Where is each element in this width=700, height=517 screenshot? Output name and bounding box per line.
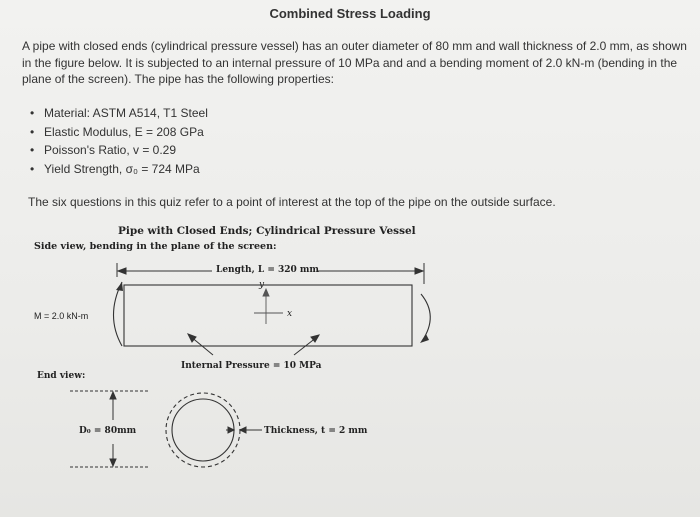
list-item: • Yield Strength, σ₀ = 724 MPa <box>30 160 208 179</box>
end-view-label: End view: <box>37 371 86 381</box>
left-moment-arrow <box>114 282 123 346</box>
list-item: • Material: ASTM A514, T1 Steel <box>30 104 208 123</box>
list-item: • Elastic Modulus, E = 208 GPa <box>30 123 208 142</box>
pressure-label: Internal Pressure = 10 MPa <box>181 361 322 371</box>
list-item: • Poisson's Ratio, v = 0.29 <box>30 141 208 160</box>
pressure-arrows <box>188 334 319 355</box>
question-note: The six questions in this quiz refer to a point of interest at the top of the pipe on the outside surface. <box>28 195 556 209</box>
right-moment-arrow <box>421 294 430 341</box>
moment-label: M = 2.0 kN-m <box>34 311 89 321</box>
problem-intro: A pipe with closed ends (cylindrical pressure vessel) has an outer diameter of 80 mm and wall thickness of 2.0 mm, as shown in the figure below. It is subjected to an internal pressure of 10 MPa and and a bending moment of 2.0 kN-m (bending in the plane of the screen). The pipe has the following properties: <box>22 39 687 86</box>
page-title: Combined Stress Loading <box>269 6 431 21</box>
bullet-icon: • <box>30 143 35 157</box>
side-view-label: Side view, bending in the plane of the screen: <box>34 241 277 252</box>
thickness-dimension <box>226 427 262 433</box>
length-label: Length, L = 320 mm <box>216 265 319 275</box>
axes <box>254 289 283 324</box>
figure-title: Pipe with Closed Ends; Cylindrical Pressure Vessel <box>118 225 416 237</box>
diameter-label: D₀ = 80mm <box>79 426 137 436</box>
thickness-label: Thickness, t = 2 mm <box>264 426 368 436</box>
bullet-icon: • <box>30 106 35 120</box>
bullet-icon: • <box>30 124 35 139</box>
bullet-icon: • <box>30 161 35 176</box>
y-axis-label: y <box>259 280 265 290</box>
x-axis-label: x <box>287 309 293 319</box>
